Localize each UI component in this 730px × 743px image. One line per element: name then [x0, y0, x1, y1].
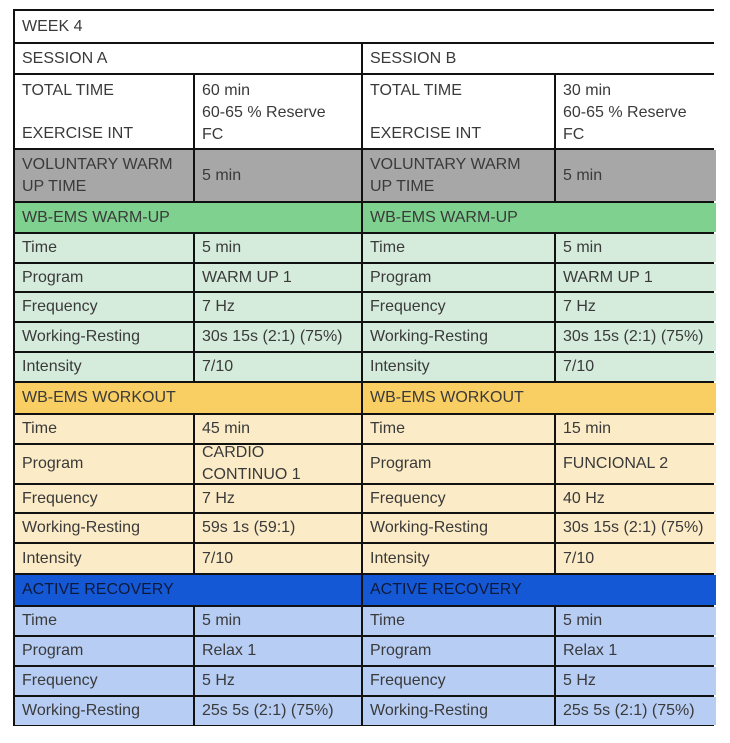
row-label: Time: [15, 607, 193, 635]
row-value: 5 min: [556, 234, 716, 262]
workout-header: WB-EMS WORKOUT: [363, 383, 716, 413]
row-label: Working-Resting: [15, 697, 193, 725]
total-time-value: 30 min: [563, 82, 612, 99]
voluntary-warmup-value: 5 min: [556, 150, 716, 201]
row-label: Frequency: [363, 485, 554, 512]
row-label: Working-Resting: [363, 697, 554, 725]
recovery-header: ACTIVE RECOVERY: [15, 575, 361, 605]
row-value: FUNCIONAL 2: [556, 445, 716, 483]
row-label: Time: [363, 234, 554, 262]
row-value: WARM UP 1: [556, 264, 716, 291]
session-b-time-int-labels: [363, 75, 554, 148]
total-time-label: TOTAL TIME: [22, 82, 114, 99]
total-time-label: TOTAL TIME: [370, 82, 462, 99]
voluntary-warmup-label: VOLUNTARY WARM UP TIME: [15, 150, 193, 201]
row-value: 7/10: [195, 544, 361, 573]
row-label: Frequency: [15, 667, 193, 695]
row-value: Relax 1: [195, 637, 361, 665]
row-label: Time: [363, 607, 554, 635]
row-value: 30s 15s (2:1) (75%): [195, 323, 361, 351]
row-value: 25s 5s (2:1) (75%): [556, 697, 716, 725]
row-value: 5 min: [556, 607, 716, 635]
row-label: Intensity: [363, 353, 554, 381]
row-value: 45 min: [195, 415, 361, 443]
row-label: Time: [15, 415, 193, 443]
workout-header: WB-EMS WORKOUT: [15, 383, 361, 413]
session-a-title: SESSION A: [15, 44, 361, 73]
row-value: 5 min: [195, 234, 361, 262]
row-label: Working-Resting: [363, 514, 554, 542]
exercise-int-label: EXERCISE INT: [22, 125, 134, 142]
session-b-time-int-values: [556, 75, 716, 148]
row-value: 5 Hz: [556, 667, 716, 695]
row-label: Frequency: [363, 667, 554, 695]
row-label: Intensity: [15, 544, 193, 573]
row-value: 5 min: [195, 607, 361, 635]
warmup-header: WB-EMS WARM-UP: [15, 203, 361, 232]
row-value: 7/10: [195, 353, 361, 381]
row-value: 7 Hz: [195, 485, 361, 512]
row-label: Program: [15, 264, 193, 291]
row-label: Frequency: [15, 485, 193, 512]
row-label: Intensity: [15, 353, 193, 381]
row-value: 7/10: [556, 544, 716, 573]
row-value: CARDIO CONTINUO 1: [195, 445, 361, 483]
row-label: Frequency: [363, 293, 554, 321]
row-value: 30s 15s (2:1) (75%): [556, 323, 716, 351]
row-value: 15 min: [556, 415, 716, 443]
row-value: 7/10: [556, 353, 716, 381]
row-value: 40 Hz: [556, 485, 716, 512]
row-label: Working-Resting: [363, 323, 554, 351]
row-value: 7 Hz: [195, 293, 361, 321]
recovery-header: ACTIVE RECOVERY: [363, 575, 716, 605]
warmup-header: WB-EMS WARM-UP: [363, 203, 716, 232]
row-value: 25s 5s (2:1) (75%): [195, 697, 361, 725]
row-value: WARM UP 1: [195, 264, 361, 291]
exercise-int-value: 60-65 % Reserve FC: [202, 104, 326, 143]
week-title: WEEK 4: [15, 11, 716, 42]
row-label: Time: [363, 415, 554, 443]
row-label: Program: [15, 445, 193, 483]
row-value: 30s 15s (2:1) (75%): [556, 514, 716, 542]
row-value: 5 Hz: [195, 667, 361, 695]
row-value: Relax 1: [556, 637, 716, 665]
row-value: 7 Hz: [556, 293, 716, 321]
row-label: Program: [363, 445, 554, 483]
week-plan-table: [13, 9, 714, 726]
row-label: Program: [363, 637, 554, 665]
exercise-int-value: 60-65 % Reserve FC: [563, 104, 687, 143]
row-label: Program: [363, 264, 554, 291]
voluntary-warmup-label: VOLUNTARY WARM UP TIME: [363, 150, 554, 201]
row-label: Program: [15, 637, 193, 665]
row-label: Frequency: [15, 293, 193, 321]
exercise-int-label: EXERCISE INT: [370, 125, 482, 142]
row-label: Intensity: [363, 544, 554, 573]
session-a-time-int-labels: [15, 75, 193, 148]
total-time-value: 60 min: [202, 82, 251, 99]
row-label: Working-Resting: [15, 323, 193, 351]
session-a-time-int-values: [195, 75, 361, 148]
voluntary-warmup-value: 5 min: [195, 150, 361, 201]
row-label: Working-Resting: [15, 514, 193, 542]
session-b-title: SESSION B: [363, 44, 716, 73]
row-label: Time: [15, 234, 193, 262]
row-value: 59s 1s (59:1): [195, 514, 361, 542]
